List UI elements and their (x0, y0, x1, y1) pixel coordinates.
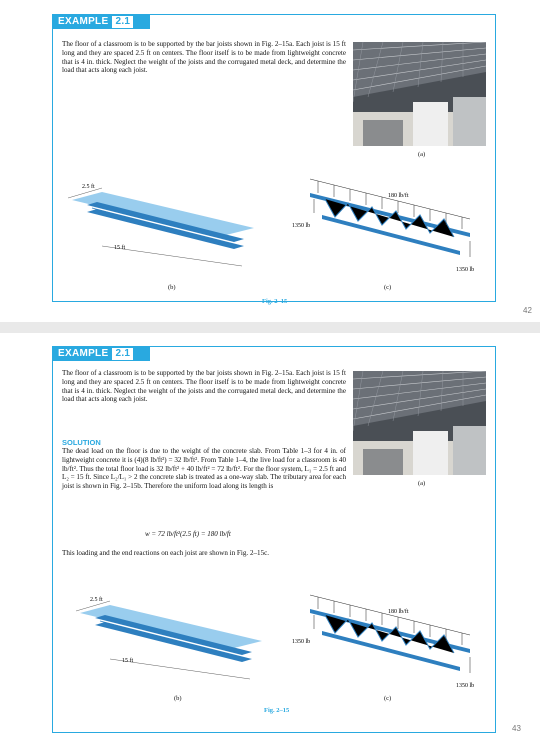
joist-loading-diagram (290, 591, 490, 691)
figure-label-a: (a) (418, 480, 426, 487)
figure-label-a: (a) (418, 151, 426, 158)
page-42 (0, 0, 540, 322)
tributary-area-diagram (62, 178, 262, 268)
load-label: 180 lb/ft (388, 193, 409, 199)
tributary-area-diagram (70, 591, 270, 681)
example-label: EXAMPLE (58, 16, 109, 27)
joist-loading-diagram (290, 175, 490, 275)
problem-text: The floor of a classroom is to be supported by the bar joists shown in Fig. 2–15a. Each joist is 15 ft long and they are spaced 2.5 ft on centers. The floor itself is to be made from lightweight concrete that is 4 in. thick. Neglect the weight of the joists and the corrugated metal deck, and determine the load that acts along each joist. (62, 40, 346, 75)
example-label: EXAMPLE (58, 348, 109, 359)
solution-text: The dead load on the floor is due to the weight of the concrete slab. From Table 1–3 for 4 in. of lightweight concrete it is (4)(8 lb/ft²) = 32 lb/ft². From Table 1–4, the live load for a classroom is 40 lb/ft². Thus the total floor load is 32 lb/ft² + 40 lb/ft² = 72 lb/ft². For the floor system, L₁ = 2.5 ft and L₂ = 15 ft. Since L₂/L₁ > 2 the concrete slab is treated as a one-way slab. The tributary area for each joist is shown in Fig. 2–15b. Therefore the uniform load along its length is (62, 447, 346, 491)
classroom-joist-photo (353, 42, 486, 146)
length-label: 15 ft (114, 245, 126, 251)
load-label: 180 lb/ft (388, 609, 409, 615)
example-number: 2.1 (112, 16, 133, 28)
reaction-right-label: 1350 lb (456, 683, 475, 689)
figure-label-b: (b) (174, 695, 182, 702)
solution-closing: This loading and the end reactions on each joist are shown in Fig. 2–15c. (62, 549, 270, 557)
length-label: 15 ft (122, 658, 134, 664)
reaction-right-label: 1350 lb (456, 267, 475, 273)
example-number: 2.1 (112, 348, 133, 360)
page-number: 43 (512, 724, 521, 733)
spacing-label: 2.5 ft (90, 597, 103, 603)
example-header (53, 347, 150, 361)
example-header (53, 15, 150, 29)
spacing-label: 2.5 ft (82, 184, 95, 190)
reaction-left-label: 1350 lb (292, 223, 311, 229)
reaction-left-label: 1350 lb (292, 639, 311, 645)
figure-label-b: (b) (168, 284, 176, 291)
figure-label-c: (c) (384, 284, 392, 291)
figure-caption: Fig. 2–15 (262, 298, 288, 305)
figure-label-c: (c) (384, 695, 392, 702)
solution-heading: SOLUTION (62, 438, 101, 447)
classroom-joist-photo (353, 371, 486, 475)
page-number: 42 (523, 306, 532, 315)
problem-text: The floor of a classroom is to be supported by the bar joists shown in Fig. 2–15a. Each joist is 15 ft long and they are spaced 2.5 ft on centers. The floor itself is to be made from lightweight concrete that is 4 in. thick. Neglect the weight of the joists and the corrugated metal deck, and determine the load that acts along each joist. (62, 369, 346, 404)
figure-caption: Fig. 2–15 (264, 707, 290, 714)
uniform-load-equation: w = 72 lb/ft²(2.5 ft) = 180 lb/ft (145, 530, 231, 538)
page-43 (0, 333, 540, 756)
